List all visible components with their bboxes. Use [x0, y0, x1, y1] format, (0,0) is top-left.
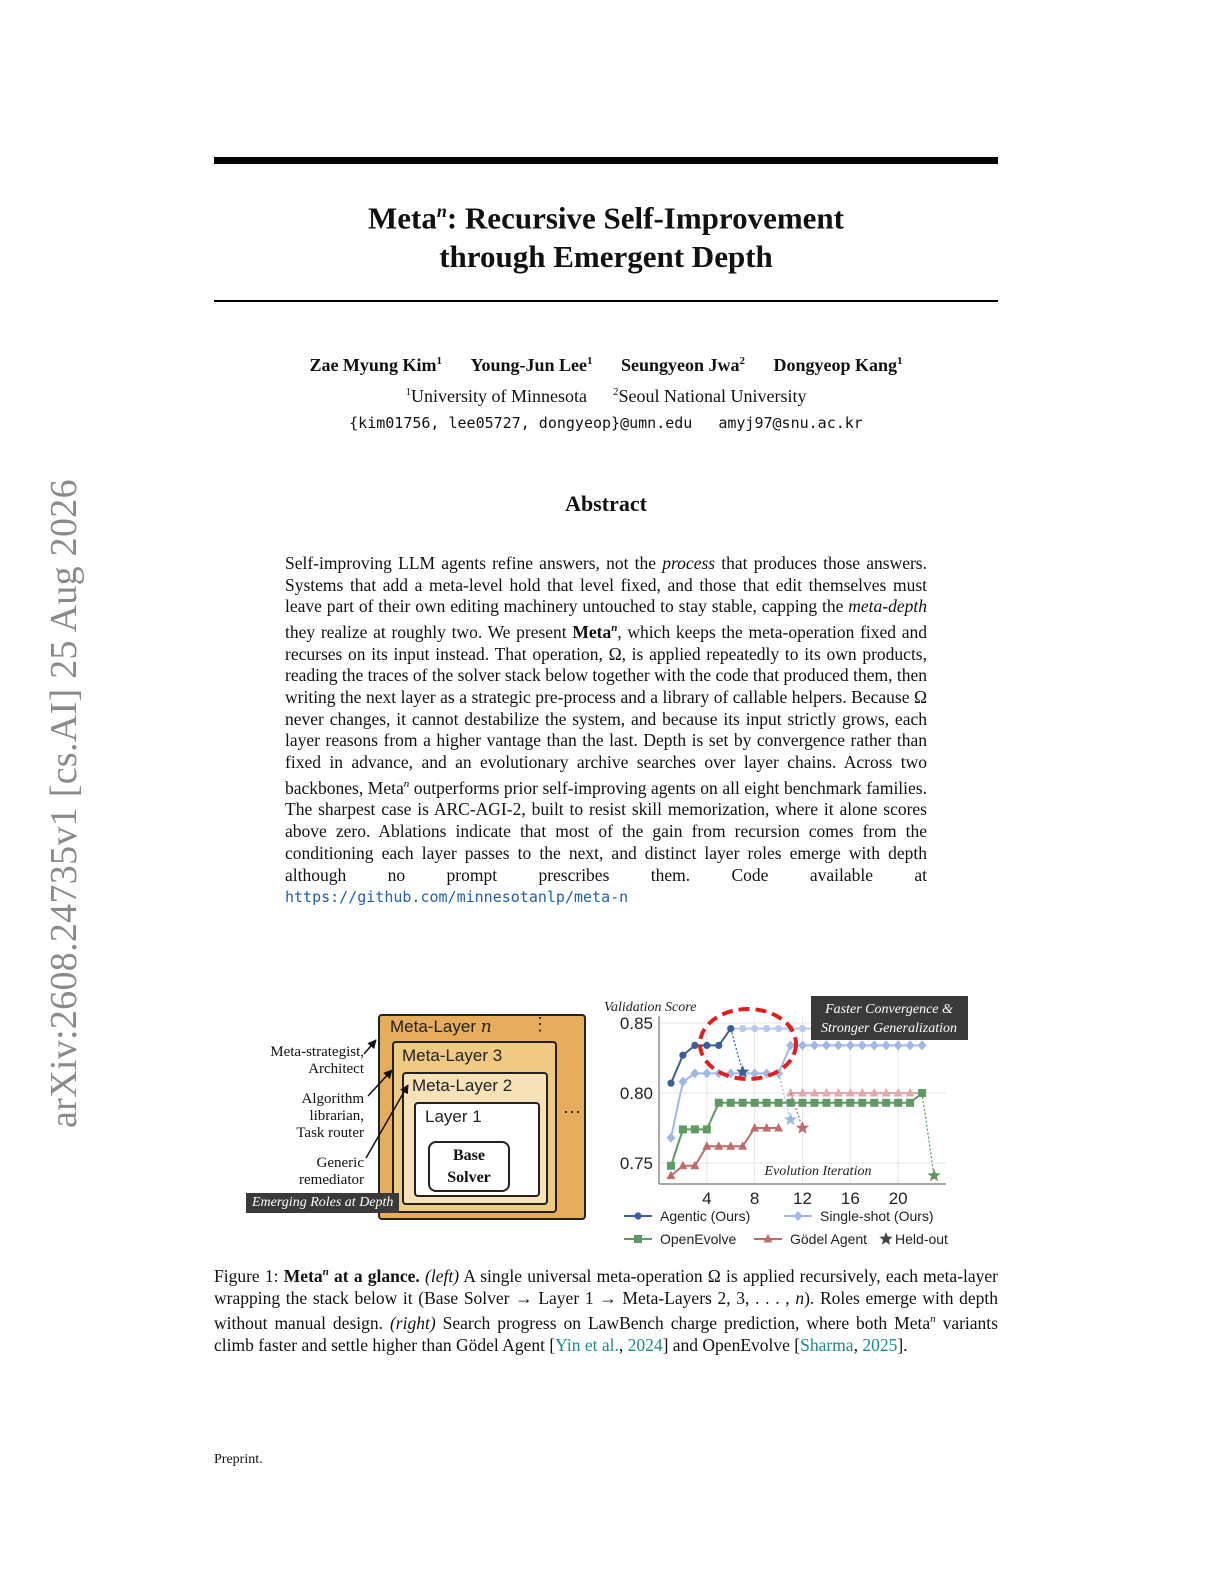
- data-point: [810, 1099, 818, 1107]
- data-point: [846, 1099, 854, 1107]
- layer-1-title: Layer 1: [425, 1107, 482, 1126]
- role-line: Meta-strategist,: [270, 1044, 364, 1060]
- caption-text: A single universal meta-operation Ω is applied recursively, each meta-layer wrapping the stack below it (Base Solver → Layer 1 → Meta-Layers 2, 3, . . . ,: [214, 1265, 998, 1308]
- data-point: [822, 1040, 831, 1050]
- vertical-ellipsis-icon: ⋮: [531, 1014, 549, 1034]
- legend-star-icon: [879, 1232, 892, 1245]
- data-point: [882, 1099, 890, 1107]
- legend-marker: [794, 1211, 803, 1221]
- data-point: [775, 1025, 782, 1032]
- caption-bold: Meta: [283, 1265, 323, 1286]
- data-point: [739, 1025, 746, 1032]
- title-sup: n: [436, 201, 447, 221]
- title-meta: Meta: [367, 200, 437, 236]
- data-point: [715, 1099, 723, 1107]
- data-point: [763, 1025, 770, 1032]
- role-line: librarian,: [309, 1108, 364, 1124]
- heldout-star-icon: [927, 1169, 940, 1182]
- abstract-emph: meta-depth: [848, 596, 927, 617]
- data-point: [775, 1099, 783, 1107]
- caption-text: ] and OpenEvolve [: [662, 1334, 801, 1355]
- x-tick-label: 16: [840, 1189, 860, 1208]
- data-point: [703, 1125, 711, 1133]
- role-line: remediator: [299, 1172, 364, 1188]
- citation-link[interactable]: 2025: [862, 1334, 898, 1355]
- x-tick-label: 8: [749, 1189, 760, 1208]
- annotation-text: Stronger Generalization: [821, 1021, 957, 1036]
- heldout-link: [731, 1029, 743, 1072]
- data-point: [751, 1099, 759, 1107]
- caption-sup: n: [930, 1313, 936, 1326]
- data-point: [691, 1042, 698, 1049]
- series-line: [671, 1128, 779, 1176]
- y-tick-label: 0.75: [619, 1154, 653, 1173]
- caption-sup: n: [322, 1266, 329, 1278]
- base-line2: Solver: [447, 1169, 491, 1186]
- caption-text: variants climb faster and settle higher than Gödel Agent [: [214, 1313, 998, 1355]
- author: [774, 355, 903, 375]
- data-point: [798, 1040, 807, 1050]
- heldout-star-icon: [784, 1113, 797, 1126]
- data-point: [667, 1162, 675, 1170]
- arrow-icon: [364, 1040, 376, 1054]
- citation-link[interactable]: Sharma: [800, 1334, 854, 1355]
- title-line2: through Emergent Depth: [439, 239, 773, 275]
- arrow-icon: [368, 1070, 392, 1096]
- data-point: [870, 1040, 879, 1050]
- data-point: [739, 1099, 747, 1107]
- citation-link[interactable]: 2024: [627, 1334, 663, 1355]
- legend-label: Single-shot (Ours): [820, 1208, 934, 1224]
- author-name: Dongyeop Kang: [773, 355, 898, 375]
- data-point: [870, 1099, 878, 1107]
- citation-link[interactable]: Yin et al.: [555, 1334, 619, 1355]
- author-aff: 1: [586, 355, 593, 367]
- data-point: [918, 1040, 927, 1050]
- data-point: [822, 1099, 830, 1107]
- legend-marker: [634, 1212, 641, 1219]
- data-point: [846, 1040, 855, 1050]
- caption-text: ). Roles emerge with depth without manual design.: [214, 1287, 998, 1334]
- y-tick-label: 0.85: [619, 1014, 653, 1033]
- legend-marker: [634, 1235, 642, 1243]
- data-point: [667, 1080, 674, 1087]
- data-point: [691, 1125, 699, 1133]
- email: {kim01756, lee05727, dongyeop}@umn.edu: [349, 414, 693, 432]
- author-aff: 1: [436, 355, 442, 367]
- affil-num: 1: [405, 386, 412, 398]
- data-point: [679, 1125, 687, 1133]
- data-point: [727, 1025, 734, 1032]
- role-arrows: [0, 0, 600, 1240]
- meta-layer-3-title: Meta-Layer 3: [402, 1046, 503, 1065]
- data-point: [690, 1068, 699, 1078]
- role-line: Generic: [316, 1155, 364, 1171]
- email: amyj97@snu.ac.kr: [718, 414, 863, 432]
- author-name: Young-Jun Lee: [470, 355, 587, 375]
- footer-preprint: Preprint.: [214, 1452, 263, 1467]
- data-point: [702, 1068, 711, 1078]
- caption-emph: n: [795, 1287, 805, 1308]
- caption-emph: (left): [425, 1265, 460, 1286]
- abstract-emph: process: [662, 553, 716, 573]
- author-name: Seungyeon Jwa: [620, 355, 740, 375]
- data-point: [751, 1025, 758, 1032]
- caption-text: ].: [897, 1334, 908, 1355]
- abstract-text: outperforms prior self-improving agents on all eight benchmark families. The sharpest case is ARC-AGI-2, built to resist skill memorization, where it alone scores above zero. Ablations indicate that most of the gain from recursion comes from the conditioning each layer passes to the next, and distinct layer roles emerge with depth although no prompt prescribes them. Code available at: [285, 777, 927, 885]
- affil-name: University of Minnesota: [411, 386, 587, 406]
- figure-caption: Figure 1: Meta$^n$ at a glance. (left) A single universal meta-operation Ω is applied recursively, each meta-layer wrapping the stack below it (Base Solver → Layer 1 → Meta-Layers 2, 3, . . . , n). Roles emerge with depth without manual design. (right) Search progress on LawBench charge prediction, where both Meta$^n$ variants climb faster and settle higher than Gödel Agent [Yin et al., 2024] and OpenEvolve [Sharma, 2025].: [214, 1265, 998, 1355]
- data-point: [666, 1133, 675, 1143]
- data-point: [715, 1042, 722, 1049]
- data-point: [799, 1025, 806, 1032]
- layer-n-var: n: [480, 1017, 492, 1037]
- horizontal-ellipsis-icon: ⋯: [563, 1102, 581, 1122]
- base-line1: Base: [453, 1147, 485, 1164]
- data-point: [703, 1042, 710, 1049]
- data-point: [894, 1040, 903, 1050]
- abstract-text: , which keeps the meta-operation fixed and recurses on its input instead. That operation, Ω, is applied repeatedly to its own products, reading the traces of the solver stack below together with the code that produced them, then writing the next layer as a strategic pre-process and a library of callable helpers. Because Ω never changes, it cannot destabilize the system, and because its input strictly grows, each layer reasons from a higher vantage than the last. Depth is set by convergence rather than fixed in advance, and an evolutionary archive searches over layer chains. Across two backbones, Meta: [285, 621, 927, 798]
- data-point: [834, 1099, 842, 1107]
- abstract-heading: Abstract: [565, 491, 647, 516]
- data-point: [799, 1099, 807, 1107]
- roles-tag: Emerging Roles at Depth: [246, 1193, 399, 1213]
- x-tick-label: 12: [793, 1189, 812, 1208]
- x-tick-label: 4: [702, 1189, 712, 1208]
- data-point: [678, 1077, 687, 1087]
- abstract-sup: n: [403, 777, 410, 790]
- role-line: Task router: [296, 1125, 364, 1141]
- abstract-text: that produces those answers. Systems that add a meta-level hold that level fixed, and those that edit themselves must leave part of their own editing machinery untouched to stay stable, capping the: [285, 553, 927, 617]
- author-name: Zae Myung Kim: [309, 355, 437, 375]
- legend-label: Held-out: [895, 1231, 948, 1247]
- legend-label: Gödel Agent: [790, 1231, 868, 1247]
- arxiv-stamp: arXiv:2608.24735v1 [cs.AI] 25 Aug 2026: [43, 479, 85, 1128]
- data-point: [858, 1099, 866, 1107]
- data-point: [906, 1040, 915, 1050]
- annotation-text: Faster Convergence &: [825, 1002, 953, 1017]
- y-tick-label: 0.80: [619, 1084, 653, 1103]
- data-point: [763, 1099, 771, 1107]
- caption-text: Search progress on LawBench charge prediction, where both Meta: [435, 1313, 931, 1334]
- data-point: [882, 1040, 891, 1050]
- abstract-bold: Meta: [572, 621, 612, 642]
- caption-emph: (right): [389, 1313, 436, 1334]
- data-point: [858, 1040, 867, 1050]
- caption-label: Figure 1:: [214, 1265, 284, 1286]
- role-line: Architect: [308, 1061, 364, 1077]
- data-point: [894, 1099, 902, 1107]
- layer-n-prefix: Meta-Layer: [390, 1017, 481, 1036]
- caption-bold: at a glance.: [328, 1265, 420, 1286]
- title-rest: : Recursive Self-Improvement: [446, 200, 845, 236]
- author-aff: 1: [897, 355, 903, 367]
- abstract-text: they realize at roughly two. We present: [285, 621, 573, 642]
- data-point: [906, 1099, 914, 1107]
- validation-chart: [596, 994, 976, 1250]
- x-tick-label: 20: [888, 1189, 908, 1208]
- data-point: [787, 1099, 795, 1107]
- author-aff: 2: [739, 355, 746, 367]
- data-point: [834, 1040, 843, 1050]
- abstract-sup: n: [611, 622, 618, 635]
- data-point: [679, 1052, 686, 1059]
- affil-name: Seoul National University: [618, 386, 807, 406]
- role-line: Algorithm: [301, 1091, 364, 1107]
- data-point: [810, 1040, 819, 1050]
- arrow-icon: [366, 1085, 408, 1158]
- x-axis-label: Evolution Iteration: [764, 1164, 872, 1179]
- abstract-text: Self-improving LLM agents refine answers, not the: [285, 553, 663, 573]
- author: [621, 355, 745, 375]
- code-link[interactable]: https://github.com/minnesotanlp/meta-n: [285, 888, 629, 907]
- legend-label: OpenEvolve: [660, 1231, 737, 1247]
- y-axis-label: Validation Score: [604, 1000, 697, 1015]
- data-point: [727, 1099, 735, 1107]
- meta-layer-2-title: Meta-Layer 2: [412, 1076, 513, 1095]
- affil-num: 2: [613, 386, 619, 398]
- legend-label: Agentic (Ours): [660, 1208, 751, 1224]
